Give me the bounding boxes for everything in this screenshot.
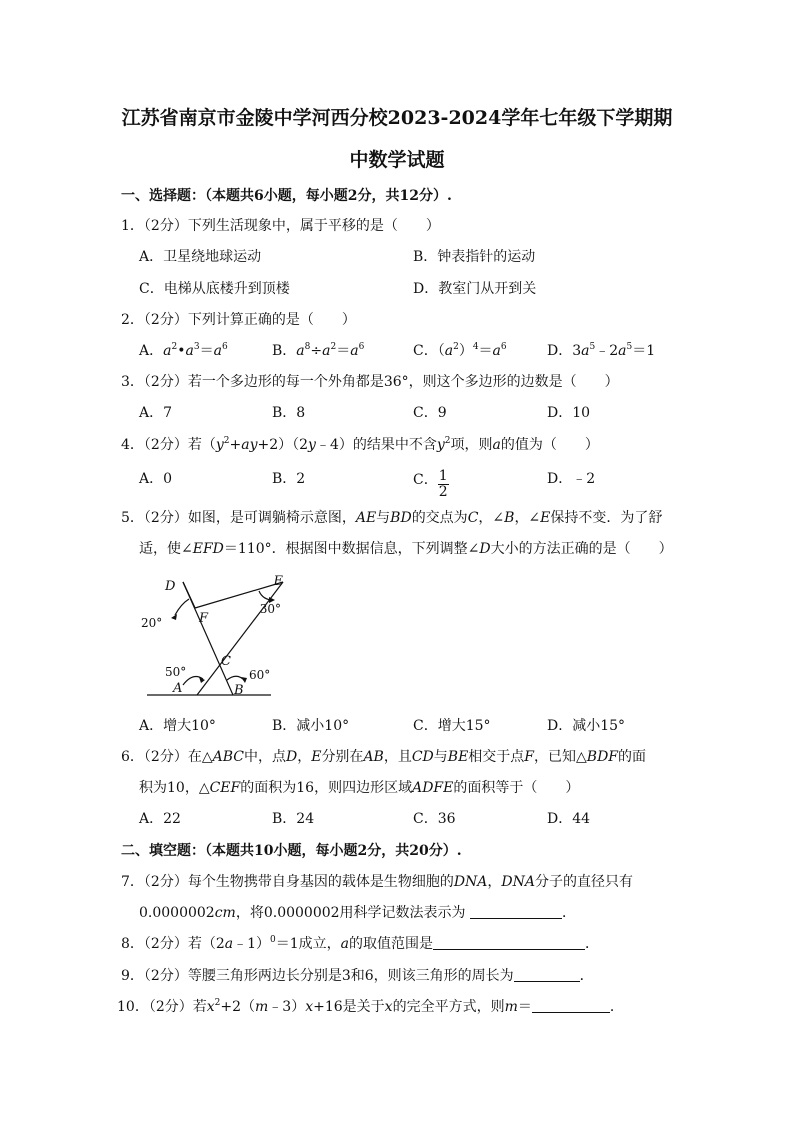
section2-heading: 二、填空题：（本题共10小题，每小题2分，共20分）. <box>121 843 462 859</box>
question-8-stem: 8．（2分）若（2a﹣1）$^0$＝1成立，a的取值范围是 ． <box>121 935 600 952</box>
question-2-option-a: A．$a^2•a^3=a^6$ <box>139 342 228 359</box>
question-1-option-d: D．教室门从开到关 <box>413 281 537 297</box>
question-1-option-a: A．卫星绕地球运动 <box>139 249 262 265</box>
question-9-stem: 9．（2分）等腰三角形两边长分别是3和6，则该三角形的周长为 ． <box>121 968 594 984</box>
question-3-option-c: C．9 <box>413 405 447 421</box>
angle-label-b: 60° <box>249 668 271 682</box>
question-3-option-d: D．10 <box>547 405 591 421</box>
question-4-option-a: A．0 <box>139 471 173 487</box>
question-4-stem: 4．（2分）若$(y^2+ay+2)(2y﹣4)$的结果中不含$y^2$项，则a的值为（ ） <box>121 436 599 453</box>
question-6-option-b: B．24 <box>272 811 315 827</box>
question-4-option-b: B．2 <box>272 471 306 487</box>
page-title-line2: 中数学试题 <box>349 149 445 171</box>
question-3-option-a: A．7 <box>139 405 173 421</box>
arrowhead-d <box>171 614 177 620</box>
angle-label-a: 50° <box>165 665 187 679</box>
label-a: A <box>173 681 183 696</box>
question-5-option-a: A．增大10° <box>139 718 216 734</box>
question-7-answer-blank[interactable] <box>470 904 562 919</box>
question-1-stem: 1．（2分）下列生活现象中，属于平移的是（ ） <box>121 218 440 234</box>
question-9-answer-blank[interactable] <box>514 967 580 982</box>
question-5-stem-line2: 适，使∠EFD＝110°．根据图中数据信息，下列调整∠D大小的方法正确的是（ ） <box>139 541 673 557</box>
question-5-stem-line1: 5．（2分）如图，是可调躺椅示意图，AE与BD的交点为C，∠B，∠E保持不变．为了舒 <box>121 510 663 526</box>
question-4-option-d: D．﹣2 <box>547 471 596 487</box>
question-2-option-b: B．$a^8\div a^2=a^6$ <box>272 342 365 359</box>
question-2-stem: 2．（2分）下列计算正确的是（ ） <box>121 312 356 328</box>
label-b: B <box>234 683 244 698</box>
question-4-option-c <box>413 469 449 500</box>
label-f: F <box>199 611 209 626</box>
question-2-option-d: D．$3a^5﹣2a^5=1$ <box>547 342 656 359</box>
angle-label-e: 30° <box>259 602 281 616</box>
fraction-one-half: $\frac{1}{2}$ <box>438 468 448 500</box>
question-6-option-a: A．22 <box>139 811 181 827</box>
label-c: C <box>221 654 231 669</box>
question-5-option-c: C．增大15° <box>413 718 491 734</box>
question-6-stem-line2: 积为10，△CEF的面积为16，则四边形区域ADFE的面积等于（ ） <box>139 780 580 796</box>
question-6-option-c: C．36 <box>413 811 456 827</box>
question-10-stem: 10．（2分）若$x^2+2(m﹣3)x+16$是关于x的完全平方式，则m＝ ． <box>117 998 624 1015</box>
angle-label-d: 20° <box>141 616 163 630</box>
question-4-option-c-label: C． <box>413 472 438 488</box>
recliner-figure <box>135 568 285 703</box>
question-3-stem: 3．（2分）若一个多边形的每一个外角都是36°，则这个多边形的边数是（ ） <box>121 374 619 390</box>
angle-arc-d <box>175 599 189 615</box>
section1-heading: 一、选择题：（本题共6小题，每小题2分，共12分）. <box>121 188 452 204</box>
question-6-option-d: D．44 <box>547 811 591 827</box>
question-8-answer-blank[interactable] <box>433 935 585 950</box>
label-e: E <box>273 574 283 589</box>
question-7-stem-line1: 7．（2分）每个生物携带自身基因的载体是生物细胞的DNA，DNA分子的直径只有 <box>121 874 634 890</box>
question-3-option-b: B．8 <box>272 405 306 421</box>
question-2-option-c: C．$(a^2)^4=a^6$ <box>413 342 507 359</box>
question-1-option-c: C．电梯从底楼升到顶楼 <box>139 281 290 297</box>
question-5-option-b: B．减小10° <box>272 718 350 734</box>
page-title-line1: 江苏省南京市金陵中学河西分校2023-2024学年七年级下学期期 <box>121 107 673 129</box>
question-5-option-d: D．减小15° <box>547 718 626 734</box>
label-d: D <box>165 579 176 594</box>
question-1-option-b: B．钟表指针的运动 <box>413 249 536 265</box>
question-7-stem-line2: 0.0000002cm，将0.0000002用科学记数法表示为 ． <box>139 905 577 921</box>
question-10-answer-blank[interactable] <box>532 998 610 1013</box>
question-6-stem-line1: 6．（2分）在△ABC中，点D，E分别在AB，且CD与BE相交于点F，已知△BDF的面 <box>121 749 647 765</box>
